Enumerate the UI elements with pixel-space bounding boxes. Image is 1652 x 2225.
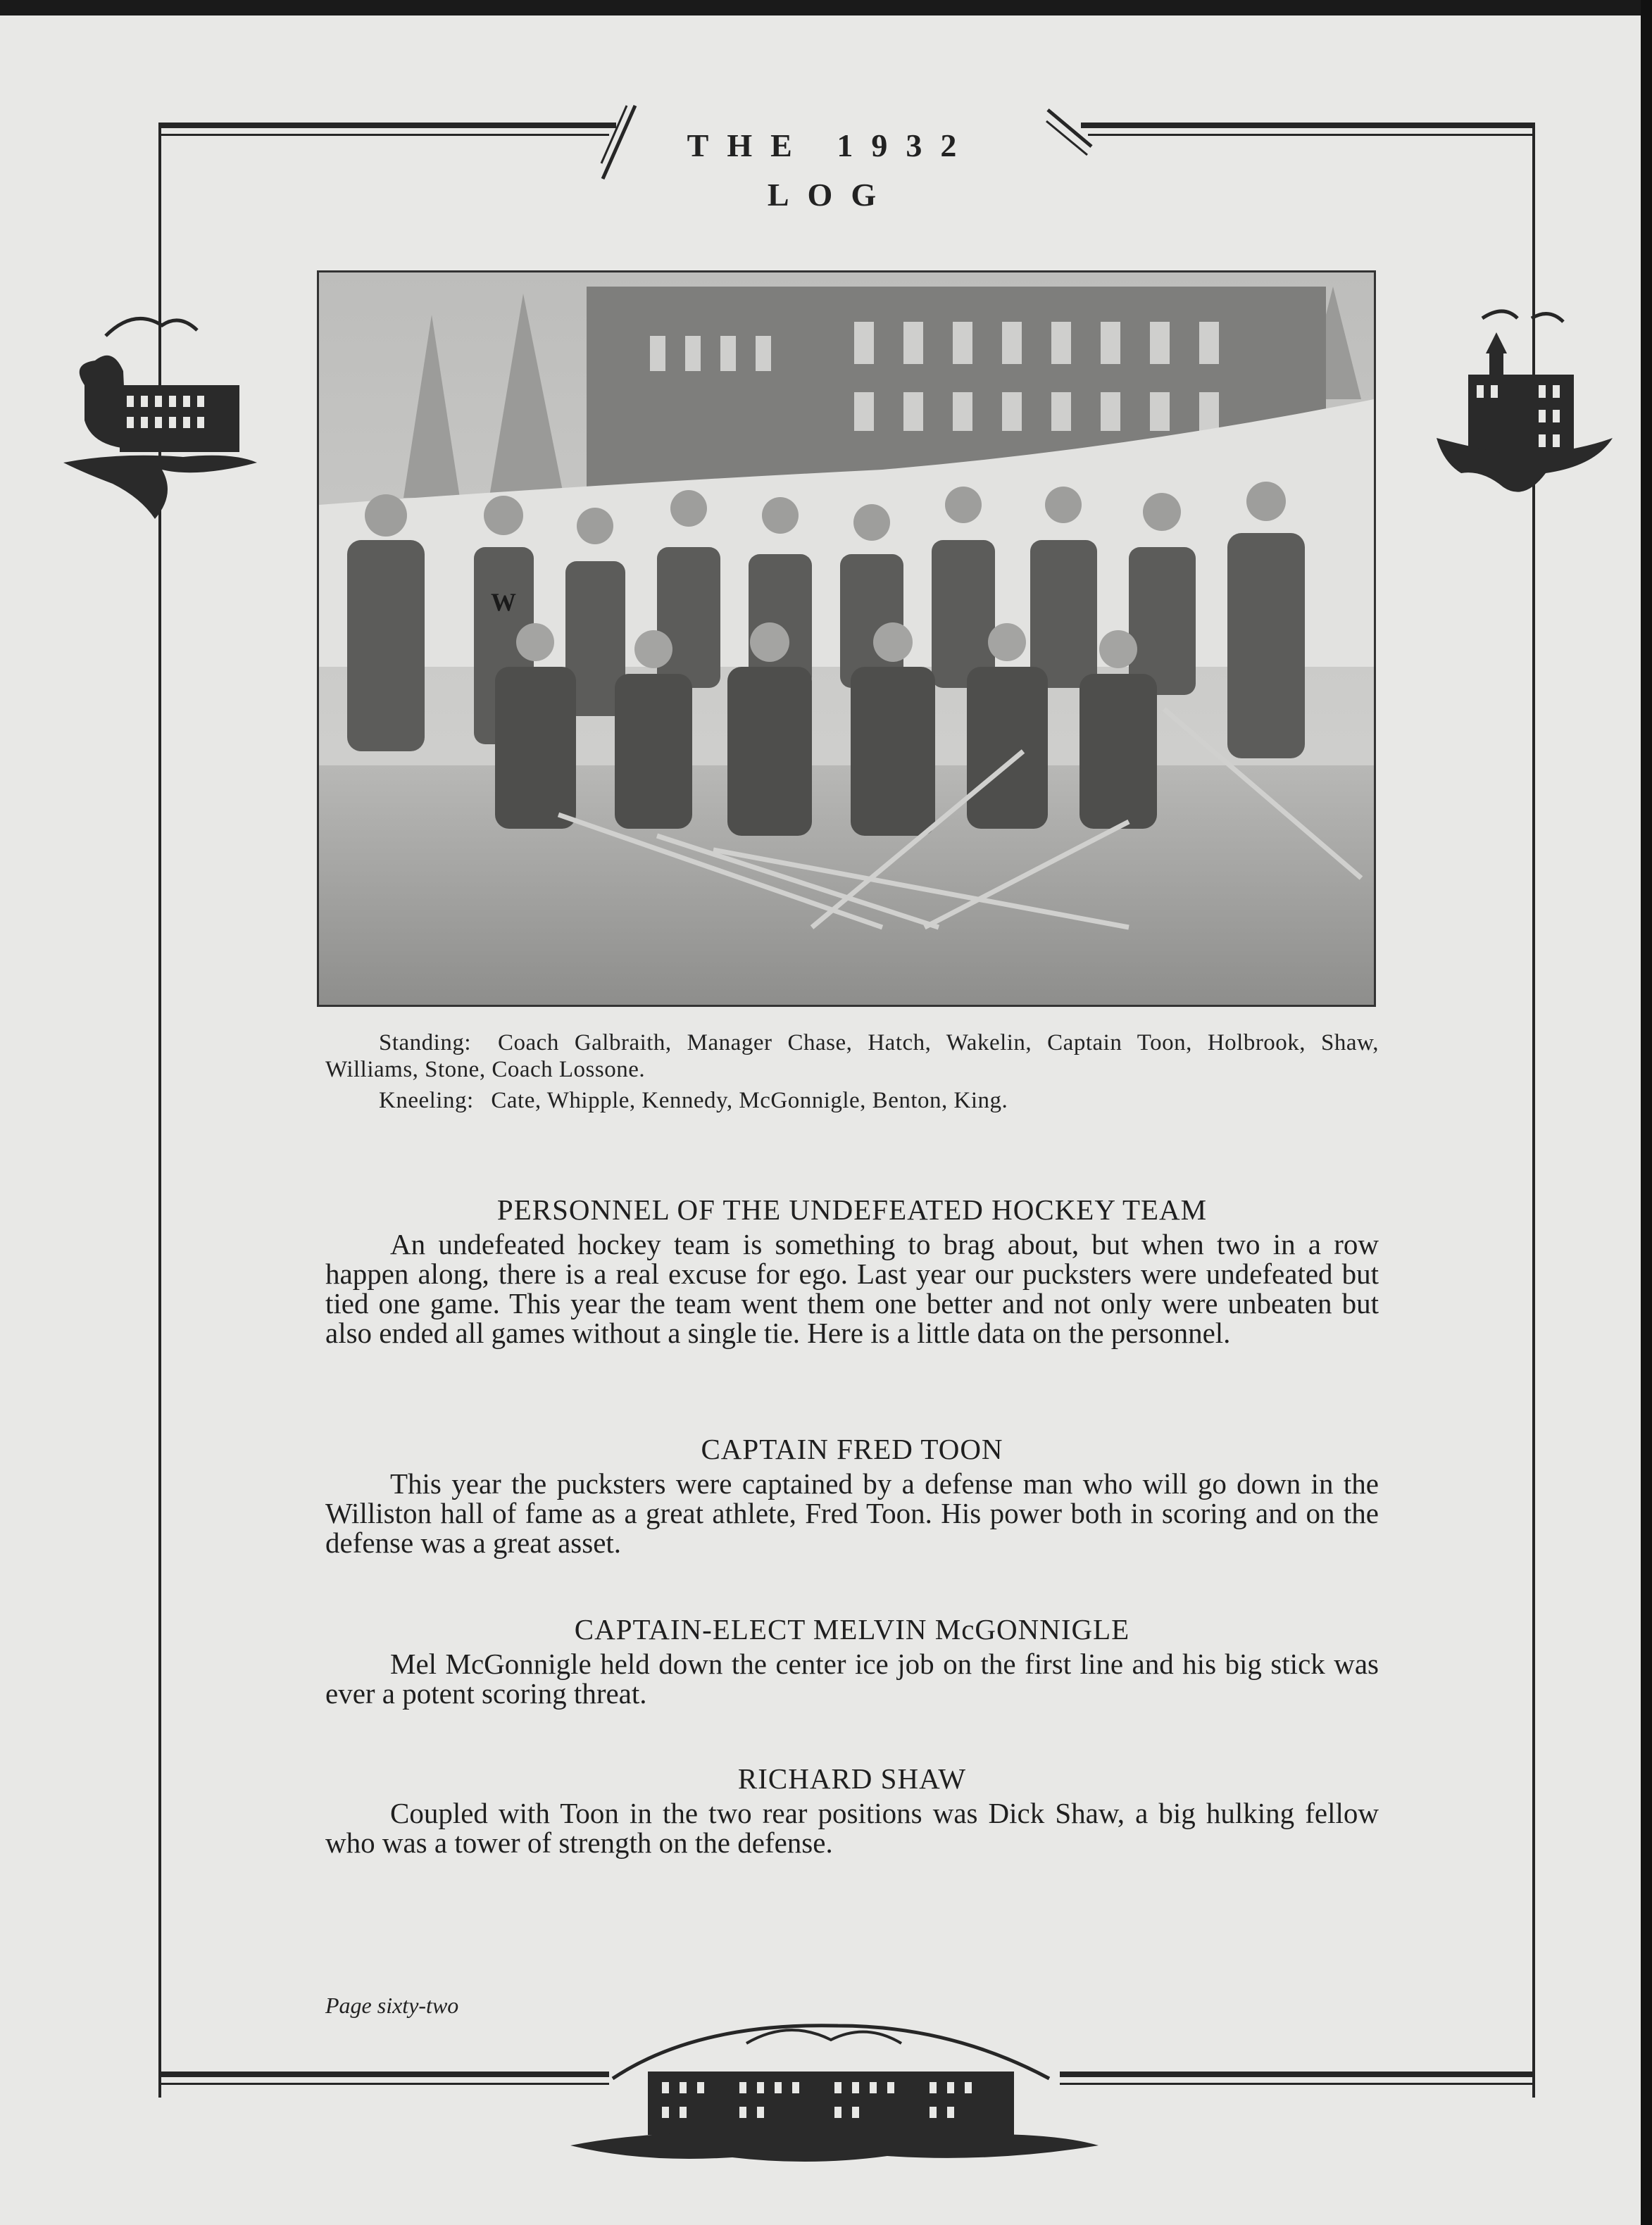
caption-standing-names: Coach Galbraith, Manager Chase, Hatch, Wakelin, Captain Toon, Holbrook, Shaw, Williams, Stone, Coach Lossone. — [325, 1030, 1379, 1082]
caption-standing-label: Standing: — [379, 1030, 472, 1055]
section-body-personnel: An undefeated hockey team is something to brag about, but when two in a row happen along, there is a real excuse for ego. Last year our pucksters were undefeated but tied one game. This year the team went them one better and not only were unbeaten but also ended all games without a single tie. Here is a little data on the personnel. — [325, 1228, 1379, 1349]
bottom-campus-vignette — [556, 1994, 1106, 2177]
section-heading-shaw: RICHARD SHAW — [737, 1762, 967, 1795]
header-right-slashes — [1042, 100, 1099, 170]
caption-kneeling — [325, 1087, 1379, 1114]
frame-top-right-rule — [1081, 123, 1535, 128]
frame-bottom-right-rule — [1060, 2072, 1535, 2077]
frame-bottom-left-rule-thin — [158, 2083, 609, 2085]
section-body-shaw: Coupled with Toon in the two rear positions was Dick Shaw, a big hulking fellow who was a tower of strength on the defense. — [325, 1797, 1379, 1859]
photo-caption — [325, 1029, 1379, 1114]
sweater-letter: W — [491, 588, 516, 616]
caption-kneeling-names: Cate, Whipple, Kennedy, McGonnigle, Benton, King. — [491, 1088, 1008, 1113]
yearbook-page — [0, 15, 1641, 2225]
hockey-team-photo — [317, 270, 1376, 1007]
section-heading-captain: CAPTAIN FRED TOON — [701, 1433, 1003, 1465]
frame-top-left-rule — [158, 123, 616, 128]
section-body-captain: This year the pucksters were captained by a defense man who will go down in the Williston hall of fame as a great athlete, Fred Toon. His power both in scoring and on the defense was a great asset. — [325, 1467, 1379, 1559]
section-heading-captain-elect: CAPTAIN-ELECT MELVIN McGONNIGLE — [574, 1613, 1130, 1646]
frame-bottom-right-rule-thin — [1060, 2083, 1535, 2085]
binding-edge — [1641, 0, 1652, 2225]
frame-bottom-left-rule — [158, 2072, 609, 2077]
left-building-vignette — [56, 294, 268, 533]
page-header-title: THE 1932 LOG — [687, 127, 975, 213]
frame-top-right-rule-thin — [1088, 134, 1535, 136]
right-building-vignette — [1433, 297, 1616, 522]
frame-top-left-rule-thin — [158, 134, 609, 136]
caption-standing — [325, 1029, 1379, 1083]
section-body-captain-elect: Mel McGonnigle held down the center ice job on the first line and his big stick was ever a potent scoring threat. — [325, 1648, 1379, 1710]
section-heading-personnel: PERSONNEL OF THE UNDEFEATED HOCKEY TEAM — [496, 1193, 1208, 1226]
caption-kneeling-label: Kneeling: — [379, 1088, 474, 1113]
page-number: Page sixty-two — [325, 1993, 459, 2018]
